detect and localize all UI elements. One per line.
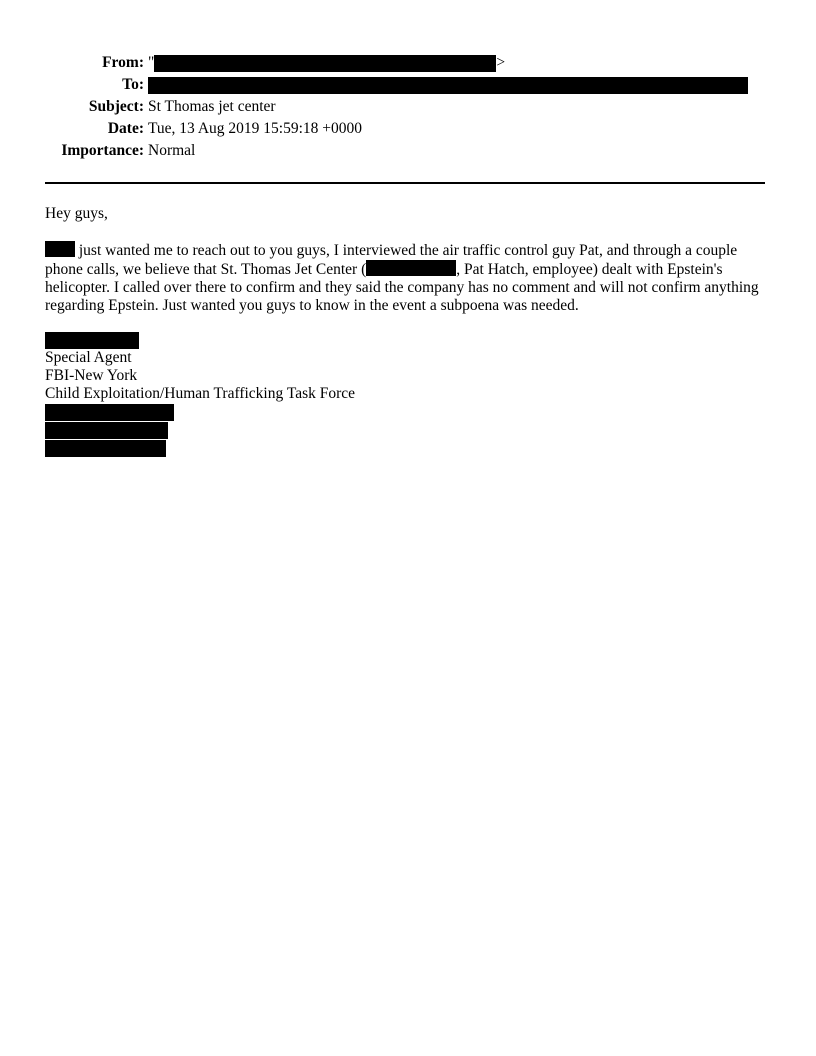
subject-row bbox=[0, 97, 816, 119]
importance-value: Normal bbox=[148, 142, 196, 159]
redaction-block bbox=[45, 332, 139, 349]
from-suffix: > bbox=[496, 54, 506, 71]
email-header bbox=[0, 53, 816, 163]
redaction-block bbox=[45, 422, 168, 439]
from-row bbox=[0, 53, 816, 75]
signature-block bbox=[45, 331, 355, 457]
subject-value: St Thomas jet center bbox=[148, 98, 276, 115]
from-value bbox=[148, 53, 505, 73]
paragraph-text-1: just wanted me to reach out to you guys, I interviewed the air traffic control guy Pat, and through a couple phone calls, we believe that St. Thomas Jet Center ( bbox=[45, 242, 738, 278]
signature-name-line bbox=[45, 331, 355, 349]
signature-office: FBI-New York bbox=[45, 367, 138, 384]
date-value: Tue, 13 Aug 2019 15:59:18 +0000 bbox=[148, 120, 362, 137]
redaction-block bbox=[366, 260, 456, 276]
paragraph-text-2: , Pat Hatch, employee) dealt with Epstein's helicopter. I called over there to confirm and they said the company has no comment and will not confirm anything regarding Epstein. Just wanted you guys to know in the event a subpoena was needed. bbox=[45, 261, 759, 314]
subject-label: Subject: bbox=[88, 98, 144, 115]
importance-row bbox=[0, 141, 816, 163]
from-prefix: " bbox=[148, 54, 155, 71]
importance-label: Importance: bbox=[61, 142, 144, 159]
signature-contact-line bbox=[45, 403, 355, 421]
redaction-block bbox=[45, 241, 75, 257]
redaction-block bbox=[148, 77, 748, 94]
greeting: Hey guys, bbox=[45, 205, 108, 222]
to-value bbox=[148, 75, 748, 95]
message-paragraph bbox=[45, 241, 765, 315]
signature-contact-line bbox=[45, 421, 355, 439]
signature-unit: Child Exploitation/Human Trafficking Task Force bbox=[45, 385, 356, 402]
to-row bbox=[0, 75, 816, 97]
date-label: Date: bbox=[107, 120, 144, 137]
from-label: From: bbox=[102, 54, 144, 71]
redaction-block bbox=[45, 440, 166, 457]
header-divider bbox=[45, 182, 765, 184]
redaction-block bbox=[154, 55, 496, 72]
redaction-block bbox=[45, 404, 174, 421]
date-row bbox=[0, 119, 816, 141]
signature-title: Special Agent bbox=[45, 349, 132, 366]
signature-contact-line bbox=[45, 439, 355, 457]
to-label: To: bbox=[122, 76, 144, 93]
